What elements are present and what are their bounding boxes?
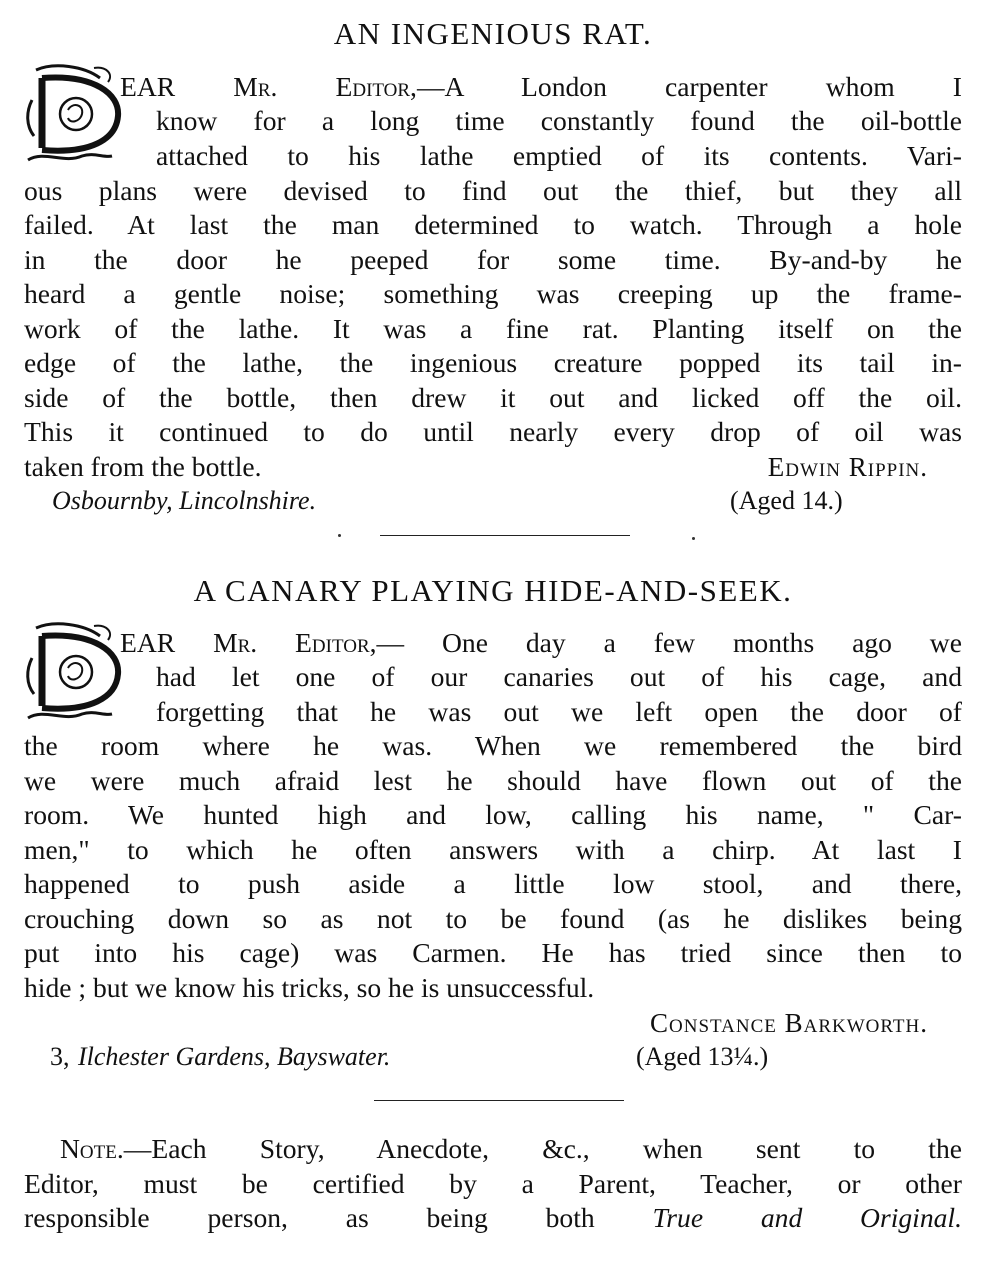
story-title-canary: A CANARY PLAYING HIDE-AND-SEEK.	[193, 573, 793, 608]
author-signature: Constance Barkworth.	[650, 1008, 928, 1038]
text-line: know for a long time constantly found the oil-bottle	[156, 105, 962, 136]
section-divider	[374, 1100, 624, 1101]
text-line: happened to push aside a little low stool, and there,	[24, 868, 962, 899]
author-age: (Aged 13¼.)	[636, 1042, 769, 1071]
text-line: attached to his lathe emptied of its contents. Vari-	[156, 140, 962, 171]
text-line: work of the lathe. It was a fine rat. Planting itself on the	[24, 313, 962, 344]
ornamental-d-initial-icon	[24, 622, 132, 726]
location-row	[24, 484, 962, 518]
text-line: ous plans were devised to find out the thief, but they all	[24, 175, 962, 206]
story-title-rat: AN INGENIOUS RAT.	[333, 16, 653, 51]
text-line: men," to which he often answers with a chirp. At last I	[24, 834, 962, 865]
author-signature: Edwin Rippin.	[767, 452, 928, 482]
text-line: EAR Mr. Editor,—A London carpenter whom I	[120, 71, 962, 102]
ornamental-d-initial-icon	[24, 64, 132, 168]
section-divider	[380, 535, 630, 536]
text-line: Editor, must be certified by a Parent, Teacher, or other	[24, 1168, 962, 1199]
text-line: the room where he was. When we remembered the bird	[24, 730, 962, 761]
text-line: responsible person, as being both True and Original.	[24, 1202, 963, 1233]
text-line: edge of the lathe, the ingenious creature popped its tail in-	[24, 347, 962, 378]
text-line: hide ; but we know his tricks, so he is unsuccessful.	[24, 972, 595, 1003]
signature-row	[24, 450, 962, 484]
author-location: Osbournby, Lincolnshire.	[52, 486, 317, 515]
text-line: EAR Mr. Editor,— One day a few months ago we	[120, 627, 962, 658]
text-line: had let one of our canaries out of his cage, and	[156, 661, 962, 692]
text-line: failed. At last the man determined to watch. Through a hole	[24, 209, 962, 240]
text-line: we were much afraid lest he should have flown out of the	[24, 765, 962, 796]
location-row	[24, 1040, 962, 1074]
text-line: crouching down so as not to be found (as he dislikes being	[24, 903, 962, 934]
text-line: put into his cage) was Carmen. He has tried since then to	[24, 937, 962, 968]
text-line: heard a gentle noise; something was creeping up the frame-	[24, 278, 962, 309]
text-line: Note.—Each Story, Anecdote, &c., when sent to the	[60, 1133, 962, 1164]
address-number: 3,	[50, 1042, 70, 1071]
text-line: in the door he peeped for some time. By-and-by he	[24, 244, 962, 275]
text-line: room. We hunted high and low, calling his name, " Car-	[24, 799, 962, 830]
print-speck	[692, 537, 695, 540]
author-age: (Aged 14.)	[730, 486, 843, 515]
author-location: Ilchester Gardens, Bayswater.	[78, 1042, 391, 1071]
print-speck	[338, 534, 341, 537]
text-line: taken from the bottle.	[24, 451, 262, 482]
text-line: side of the bottle, then drew it out and licked off the oil.	[24, 382, 962, 413]
text-line: This it continued to do until nearly every drop of oil was	[24, 416, 962, 447]
emphasis-text: True and Original.	[652, 1202, 963, 1233]
text-line: forgetting that he was out we left open the door of	[156, 696, 962, 727]
signature-row	[24, 1006, 962, 1040]
